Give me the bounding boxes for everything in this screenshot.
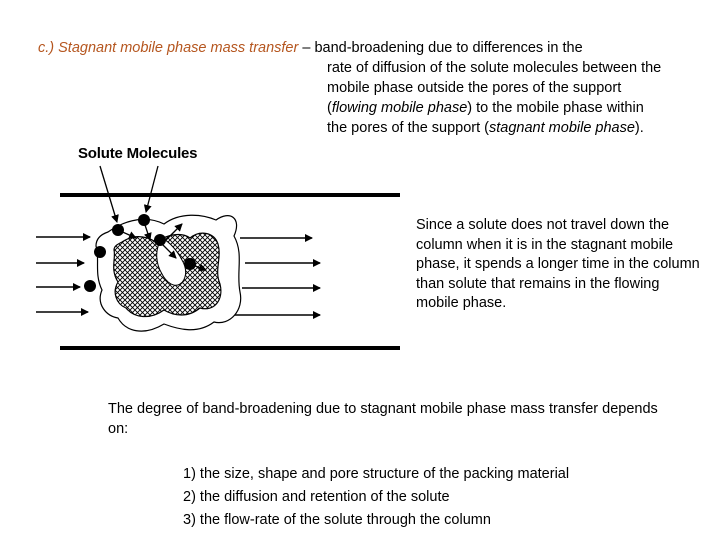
solute-molecule — [138, 214, 150, 226]
flowing-phase-term: flowing mobile phase — [331, 100, 468, 116]
section-title: c.) Stagnant mobile phase mass transfer — [38, 40, 299, 56]
solute-molecule — [84, 280, 96, 292]
flow-arrows-left — [36, 237, 90, 312]
side-note: Since a solute does not travel down the column when it is in the stagnant mobile phase, it spends a longer time in the column than solute that remains in the flowing mobile phase. — [416, 217, 700, 311]
heading-line-3: mobile phase outside the pores of the support — [327, 80, 622, 96]
heading-line-4: (flowing mobile phase) to the mobile phase within — [327, 100, 644, 116]
solute-molecule — [94, 246, 106, 258]
list-item: 2) the diffusion and retention of the solute — [183, 489, 450, 505]
summary-paragraph: The degree of band-broadening due to stagnant mobile phase mass transfer depends on: — [108, 401, 658, 437]
heading-line-2: rate of diffusion of the solute molecules between the — [327, 60, 662, 76]
list-item: 3) the flow-rate of the solute through the column — [183, 512, 491, 528]
figure-label: Solute Molecules — [78, 145, 198, 162]
solute-molecule — [154, 234, 166, 246]
list-item: 1) the size, shape and pore structure of the packing material — [183, 466, 570, 482]
flow-arrows-right — [234, 238, 320, 315]
stagnant-phase-diagram — [30, 140, 410, 365]
heading-paragraph — [38, 38, 708, 138]
heading-line-1: – band-broadening due to differences in the — [298, 40, 583, 56]
stagnant-phase-term: stagnant mobile phase — [489, 120, 635, 136]
heading-line-5: the pores of the support (stagnant mobile phase). — [327, 120, 644, 136]
factors-list — [183, 463, 569, 532]
